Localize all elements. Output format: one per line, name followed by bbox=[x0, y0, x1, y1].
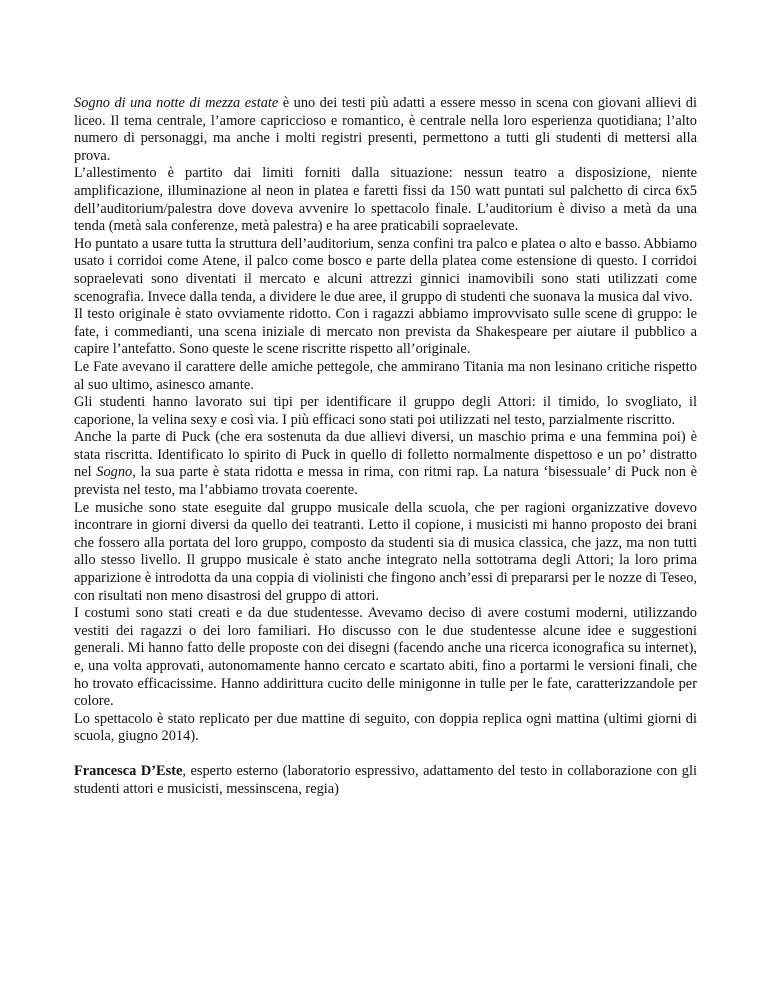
author-signature bbox=[74, 763, 697, 798]
paragraph: L’allestimento è partito dai limiti forniti dalla situazione: nessun teatro a disposizione, niente amplificazione, illuminazione al neon in platea e faretti fissi da 150 watt puntati sul palchetto di circa 6x5 dell’auditorium/palestra dove doveva avvenire lo spettacolo finale. L’auditorium è diviso a metà da una tenda (metà sala conferenze, metà palestra) e ha aree praticabili sopraelevate. bbox=[74, 165, 697, 235]
document-body bbox=[74, 95, 697, 798]
paragraph: Il testo originale è stato ovviamente ridotto. Con i ragazzi abbiamo improvvisato sulle scene di gruppo: le fate, i commedianti, una scena iniziale di mercato non prevista da Shakespeare per aiutare il pubblico a capire l’antefatto. Sono queste le scene riscritte rispetto all’originale. bbox=[74, 306, 697, 358]
paragraph: Lo spettacolo è stato replicato per due mattine di seguito, con doppia replica ogni mattina (ultimi giorni di scuola, giugno 2014). bbox=[74, 710, 697, 745]
paragraph: Anche la parte di Puck (che era sostenuta da due allievi diversi, un maschio prima e una femmina poi) è stata riscritta. Identificato lo spirito di Puck in quello di folletto normalmente dispettoso e un po’ distratto nel Sogno, la sua parte è stata ridotta e messa in rima, con ritmi rap. La natura ‘bisessuale’ di Puck non è prevista nel testo, ma l’abbiamo trovata coerente. bbox=[74, 429, 697, 499]
play-title: Sogno di una notte di mezza estate bbox=[74, 95, 279, 111]
author-role: , esperto esterno (laboratorio espressivo, adattamento del testo in collaborazione con gli studenti attori e musicisti, messinscena, regia) bbox=[74, 762, 697, 797]
paragraph: Le Fate avevano il carattere delle amiche pettegole, che ammirano Titania ma non lesinano critiche rispetto al suo ultimo, asinesco amante. bbox=[74, 358, 697, 393]
paragraph: Ho puntato a usare tutta la struttura dell’auditorium, senza confini tra palco e platea o alto e basso. Abbiamo usato i corridoi come Atene, il palco come bosco e parte della platea come estensione di questo. I corridoi sopraelevati sono diventati il mercato e alcuni attrezzi ginnici inamovibili sono stati utilizzati come scenografia. Invece dalla tenda, a dividere le due aree, il gruppo di studenti che suonava la musica dal vivo. bbox=[74, 235, 697, 305]
paragraph: Gli studenti hanno lavorato sui tipi per identificare il gruppo degli Attori: il timido, lo svogliato, il caporione, la velina sexy e così via. I più efficaci sono stati poi utilizzati nel testo, parzialmente riscritto. bbox=[74, 394, 697, 428]
paragraph: Le musiche sono state eseguite dal gruppo musicale della scuola, che per ragioni organizzative dovevo incontrare in giorni diversi da quello dei teatranti. Letto il copione, i musicisti mi hanno proposto dei brani che fossero alla portata del loro gruppo, composto da studenti sia di musica classica, che jazz, ma non tutti allo stesso livello. Il gruppo musicale è stato anche integrato nella sottotrama degli Attori; la loro prima apparizione è introdotta da una coppia di violinisti che fingono anch’essi di prepararsi per le nozze di Teseo, con risultati non meno disastrosi del gruppo di attori. bbox=[74, 499, 697, 604]
play-title: Sogno bbox=[96, 464, 133, 481]
author-name: Francesca D’Este bbox=[74, 762, 183, 779]
paragraph: I costumi sono stati creati e da due studentesse. Avevamo deciso di avere costumi moderni, utilizzando vestiti dei ragazzi o dei loro familiari. Ho discusso con le due studentesse alcune idee e suggestioni generali. Mi hanno fatto delle proposte con dei disegni (facendo anche una ricerca iconografica su internet), e, una volta approvati, autonomamente hanno cercato e scartato abiti, fino a portarmi le versioni finali, che ho trovato efficacissime. Hanno addirittura cucito delle minigonne in tulle per le fate, caratterizzandole per colore. bbox=[74, 605, 697, 710]
paragraph: Sogno di una notte di mezza estate è uno dei testi più adatti a essere messo in scena con giovani allievi di liceo. Il tema centrale, l’amore capriccioso e romantico, è centrale nella loro esperienza quotidiana; l’alto numero di personaggi, ma anche i molti registri presenti, permettono a tutti gli studenti di mettersi alla prova. bbox=[74, 95, 697, 164]
